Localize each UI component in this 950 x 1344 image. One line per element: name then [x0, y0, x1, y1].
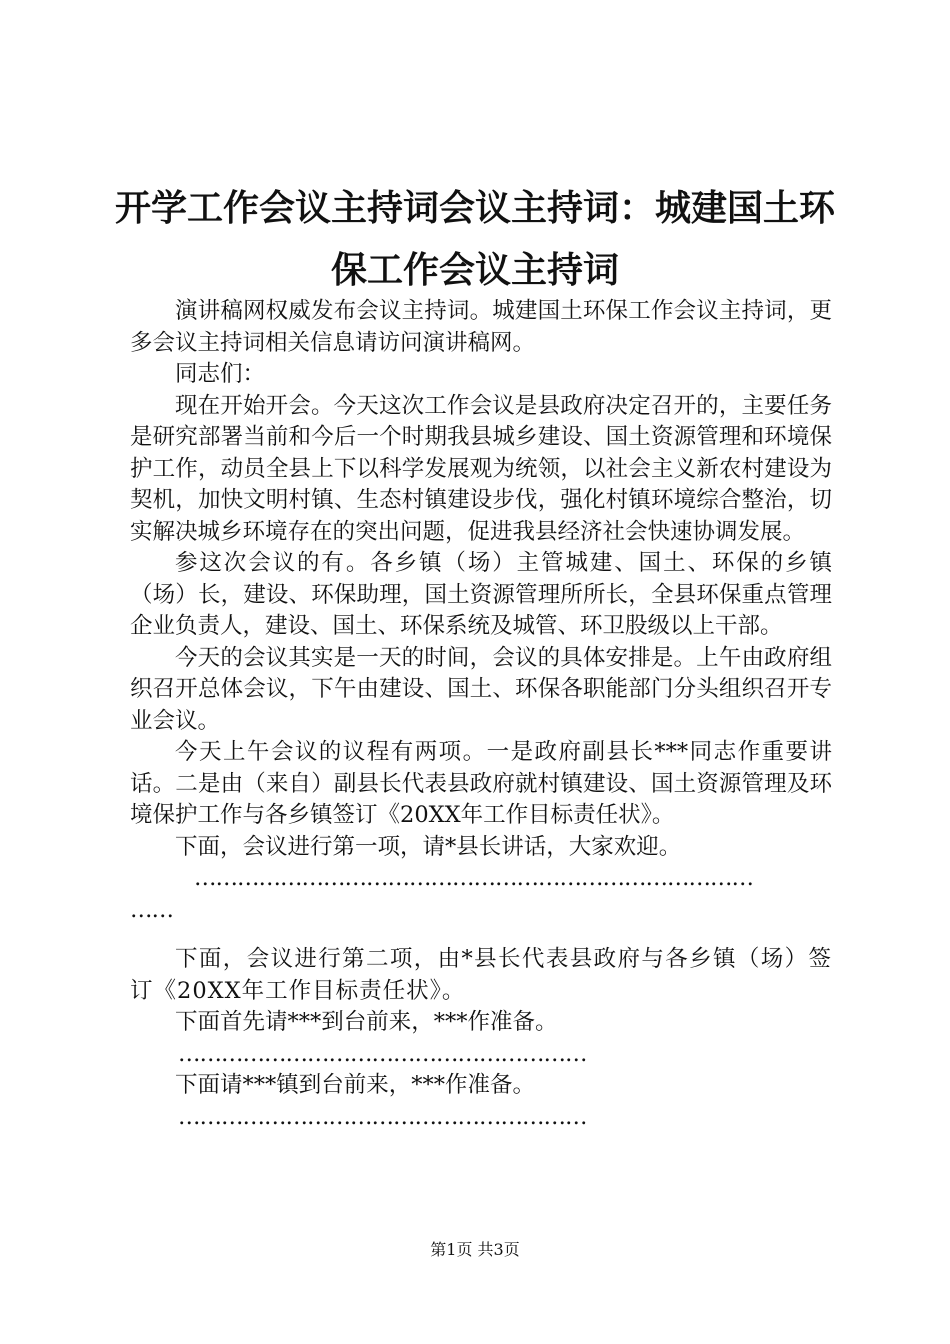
dotted-separator-2: …………………………………………………	[178, 1103, 587, 1130]
intro-paragraph: 演讲稿网权威发布会议主持词。城建国土环保工作会议主持词，更多会议主持词相关信息请访问演讲稿网。	[130, 298, 832, 356]
first-call-paragraph: 下面首先请***到台前来，***作准备。	[175, 1009, 558, 1035]
attendees-paragraph: 参这次会议的有。各乡镇（场）主管城建、国土、环保的乡镇（场）长，建设、环保助理，国土资源管理所所长，全县环保重点管理企业负责人，建设、国土、环保系统及城管、环卫股级以上干部。	[130, 550, 832, 639]
document-title: 开学工作会议主持词会议主持词：城建国土环保工作会议主持词	[114, 188, 835, 291]
dotted-separator-1: …………………………………………………	[178, 1040, 587, 1067]
document-body	[130, 296, 832, 1133]
opening-paragraph: 现在开始开会。今天这次工作会议是县政府决定召开的，主要任务是研究部署当前和今后一个时期我县城乡建设、国土资源管理和环境保护工作，动员全县上下以科学发展观为统领，以社会主义新农村建设为契机，加快文明村镇、生态村镇建设步伐，强化村镇环境综合整治，切实解决城乡环境存在的突出问题，促进我县经济社会快速协调发展。	[130, 392, 832, 545]
greeting-paragraph: 同志们：	[175, 361, 266, 387]
second-call-paragraph: 下面请***镇到台前来，***作准备。	[175, 1072, 536, 1098]
item-one-paragraph: 下面，会议进行第一项，请*县长讲话，大家欢迎。	[175, 833, 682, 860]
dotted-separator-long: ……………………………………………………………………	[194, 865, 753, 891]
agenda-paragraph: 今天上午会议的议程有两项。一是政府副县长***同志作重要讲话。二是由（来自）副县长代表县政府就村镇建设、国土资源管理及环境保护工作与各乡镇签订《20XX年工作目标责任状》。	[130, 739, 832, 828]
page-number-footer: 第1页 共3页	[430, 1240, 520, 1259]
schedule-paragraph: 今天的会议其实是一天的时间，会议的具体安排是。上午由政府组织召开总体会议，下午由建设、国土、环保各职能部门分头组织召开专业会议。	[130, 644, 832, 734]
dotted-separator-tail: ……	[130, 896, 173, 923]
item-two-paragraph: 下面，会议进行第二项，由*县长代表县政府与各乡镇（场）签订《20XX年工作目标责任状》。	[130, 946, 832, 1004]
